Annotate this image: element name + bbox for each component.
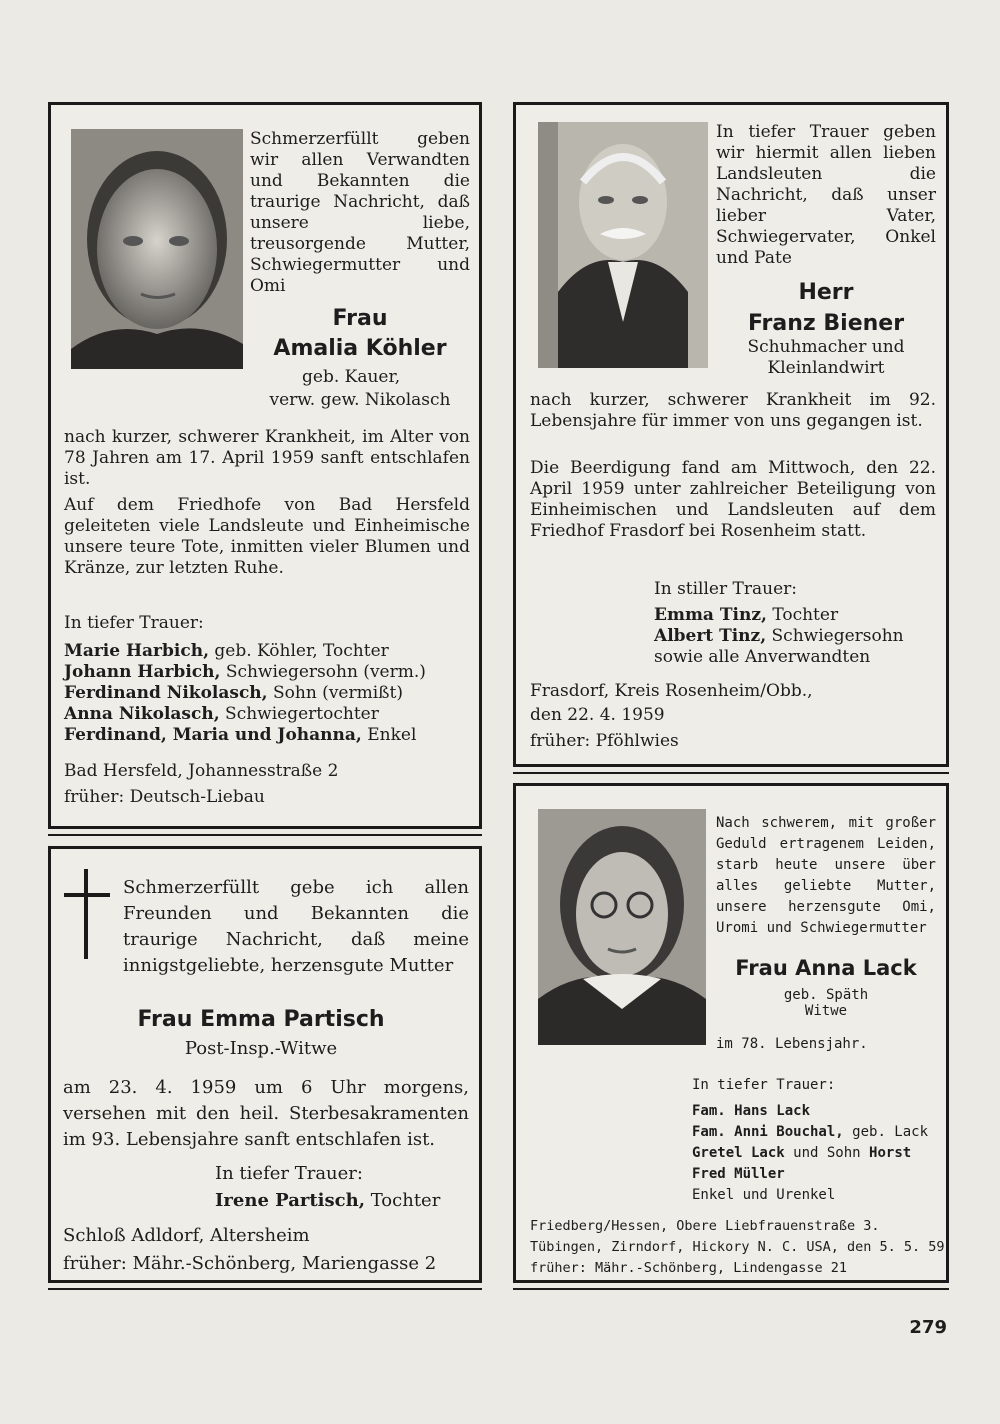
- address-line-2: früher: Mähr.-Schönberg, Mariengasse 2: [63, 1253, 437, 1274]
- address-line-1: Frasdorf, Kreis Rosenheim/Obb.,: [530, 681, 813, 701]
- birth-name: geb. Späth: [783, 987, 869, 1003]
- subtitle: Post-Insp.-Witwe: [184, 1038, 338, 1059]
- mourner-line: Marie Harbich, geb. Köhler, Tochter: [64, 641, 389, 661]
- address-line-2: den 22. 4. 1959: [530, 705, 665, 725]
- deceased-name: Frau Emma Partisch: [137, 1007, 385, 1032]
- mourner-line: Anna Nikolasch, Schwiegertochter: [64, 704, 379, 724]
- address-line-3: früher: Mähr.-Schönberg, Lindengasse 21: [530, 1260, 847, 1276]
- body-text-1: nach kurzer, schwerer Krankheit im 92. Lebensjahre für immer von uns gegangen ist.: [530, 390, 936, 431]
- address-block: [530, 1216, 946, 1279]
- mourners-list: [692, 1101, 942, 1206]
- obituary-franz-biener: [513, 102, 949, 767]
- deceased-name: Amalia Köhler: [273, 336, 447, 361]
- mourning-heading: In tiefer Trauer:: [215, 1163, 363, 1184]
- mourner-line: Fam. Anni Bouchal, geb. Lack: [692, 1124, 929, 1140]
- mourner-line: Enkel und Urenkel: [692, 1187, 836, 1203]
- mourner-others: sowie alle Anverwandten: [654, 647, 871, 667]
- title-frau: Frau: [332, 306, 388, 331]
- mourner-line: Irene Partisch, Tochter: [215, 1190, 441, 1211]
- mourner-line: Johann Harbich, Schwiegersohn (verm.): [64, 662, 426, 682]
- intro-text: Schmerzerfüllt geben wir allen Verwandten und Bekannten die traurige Nachricht, daß unsere liebe, treusorgende Mutter, Schwiegermutter und Omi: [250, 129, 470, 296]
- mourning-heading: In stiller Trauer:: [654, 579, 797, 599]
- intro-text: Nach schwerem, mit großer Geduld ertragenem Leiden, starb heute unsere über alles geliebte Mutter, unsere herzensgute Omi, Uromi und Schwiegermutter: [716, 815, 936, 936]
- intro-text: In tiefer Trauer geben wir hiermit allen lieben Landsleuten die Nachricht, daß unser lieber Vater, Schwiegervater, Onkel und Pate: [716, 122, 936, 268]
- widow-name: verw. gew. Nikolasch: [269, 390, 451, 410]
- intro-text: Schmerzerfüllt gebe ich allen Freunden und Bekannten die traurige Nachricht, daß meine innigstgeliebte, herzensgute Mutter: [123, 877, 469, 976]
- mourner-line: Ferdinand Nikolasch, Sohn (vermißt): [64, 683, 403, 703]
- address-line-3: früher: Pföhlwies: [530, 731, 679, 751]
- body-text: am 23. 4. 1959 um 6 Uhr morgens, versehen mit den heil. Sterbesakramenten im 93. Lebensjahre sanft entschlafen ist.: [63, 1077, 469, 1150]
- mourners-list: [64, 641, 480, 746]
- address-line-1: Schloß Adldorf, Altersheim: [63, 1225, 310, 1246]
- deceased-name: Frau Anna Lack: [735, 956, 917, 980]
- mourner-line: Gretel Lack und Sohn Horst: [692, 1145, 912, 1161]
- address-line-2: Tübingen, Zirndorf, Hickory N. C. USA, den 5. 5. 59: [530, 1239, 945, 1255]
- mourner-line: Fam. Hans Lack: [692, 1103, 811, 1119]
- obituary-amalia-koehler: [48, 102, 482, 829]
- obituary-anna-lack: [513, 783, 949, 1283]
- portrait-photo-franz-biener: [538, 122, 708, 368]
- body-text-2: Die Beerdigung fand am Mittwoch, den 22. April 1959 unter zahlreicher Beteiligung von Einheimischen und Landsleuten auf dem Friedhof Frasdorf bei Rosenheim statt.: [530, 458, 936, 541]
- body-text-2: Auf dem Friedhofe von Bad Hersfeld geleiteten viele Landsleute und Einheimische unsere teure Tote, inmitten vieler Blumen und Kränze, zur letzten Ruhe.: [64, 495, 470, 578]
- body-text-1: nach kurzer, schwerer Krankheit, im Alter von 78 Jahren am 17. April 1959 sanft entschlafen ist.: [64, 427, 470, 489]
- page-number: 279: [909, 1317, 947, 1338]
- title-herr: Herr: [798, 280, 854, 305]
- address-line-1: Bad Hersfeld, Johannesstraße 2: [64, 761, 339, 781]
- age-text: im 78. Lebensjahr.: [716, 1036, 868, 1052]
- cross-symbol: [64, 869, 110, 959]
- address-line-1: Friedberg/Hessen, Obere Liebfrauenstraße 3.: [530, 1218, 880, 1234]
- mourning-heading: In tiefer Trauer:: [692, 1077, 836, 1093]
- address-line-2: früher: Deutsch-Liebau: [64, 787, 265, 807]
- mourners-list: [654, 605, 944, 668]
- portrait-photo-amalia-koehler: [71, 129, 243, 369]
- obituary-emma-partisch: [48, 846, 482, 1283]
- widow: Witwe: [804, 1003, 848, 1019]
- mourner-line: Albert Tinz, Schwiegersohn: [654, 626, 904, 646]
- mourner-line: Fred Müller: [692, 1166, 785, 1182]
- mourning-heading: In tiefer Trauer:: [64, 613, 204, 633]
- deceased-name: Franz Biener: [747, 311, 905, 336]
- mourner-line: Emma Tinz, Tochter: [654, 605, 839, 625]
- occupation: Schuhmacher und Kleinlandwirt: [747, 337, 905, 378]
- birth-name: geb. Kauer,: [302, 367, 401, 387]
- mourner-line: Ferdinand, Maria und Johanna, Enkel: [64, 725, 417, 745]
- portrait-photo-anna-lack: [538, 809, 706, 1045]
